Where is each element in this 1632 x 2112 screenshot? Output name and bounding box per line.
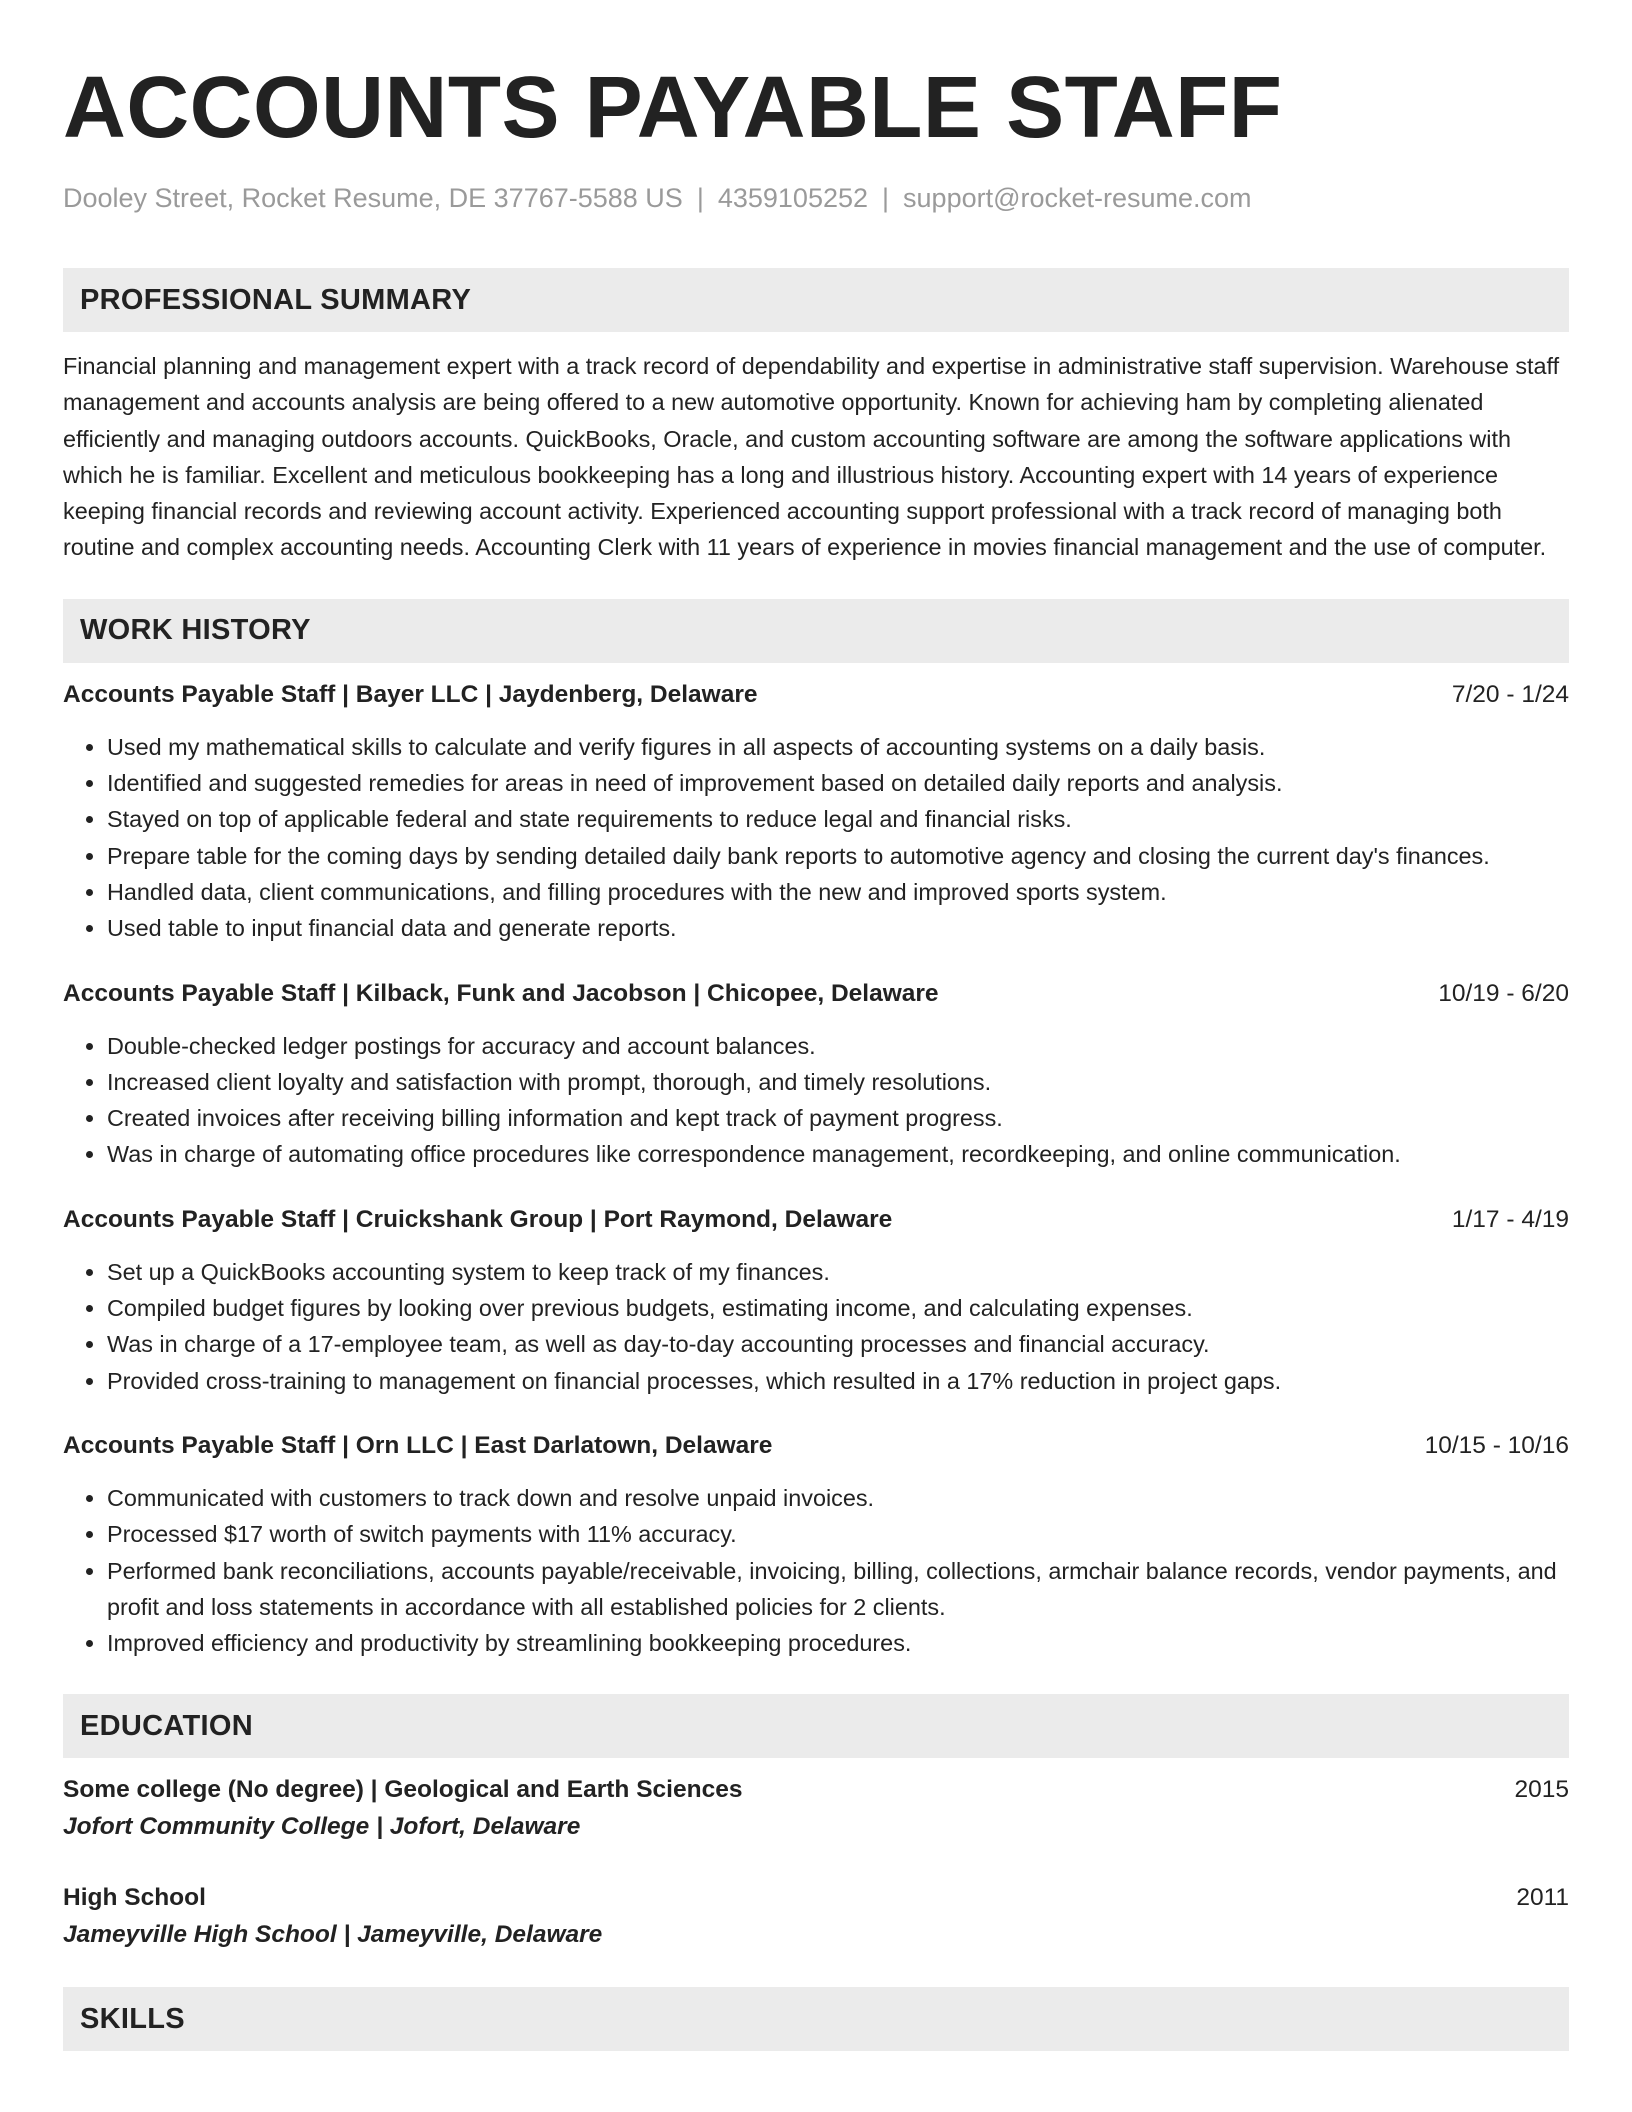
education-header xyxy=(63,1880,1569,1916)
job-bullet: • Compiled budget figures by looking over previous budgets, estimating income, and calculating expenses. xyxy=(107,1290,1569,1326)
education-year: 2015 xyxy=(1514,1776,1569,1804)
resume-name: ACCOUNTS PAYABLE STAFF xyxy=(63,59,1283,156)
contact-email: support@rocket-resume.com xyxy=(903,183,1252,213)
contact-line xyxy=(63,180,1569,216)
contact-phone: 4359105252 xyxy=(717,183,869,213)
job-bullet: • Increased client loyalty and satisfaction with prompt, thorough, and timely resolutions. xyxy=(107,1064,1569,1100)
job-header xyxy=(63,677,1569,713)
job-title: Accounts Payable Staff | Bayer LLC | Jaydenberg, Delaware xyxy=(63,680,758,708)
contact-separator: | xyxy=(696,183,704,213)
work-history-list xyxy=(63,677,1569,1662)
job-bullet: • Communicated with customers to track down and resolve unpaid invoices. xyxy=(107,1480,1569,1516)
job-title: Accounts Payable Staff | Orn LLC | East Darlatown, Delaware xyxy=(63,1431,773,1459)
job-bullet: • Prepare table for the coming days by sending detailed daily bank reports to automotive agency and closing the current day's finances. xyxy=(107,838,1569,874)
job-bullet: • Set up a QuickBooks accounting system to keep track of my finances. xyxy=(107,1254,1569,1290)
education-entry xyxy=(63,1772,1569,1846)
job-bullets xyxy=(63,1254,1569,1399)
job-title: Accounts Payable Staff | Cruickshank Group | Port Raymond, Delaware xyxy=(63,1205,893,1233)
job-bullet: • Handled data, client communications, and filling procedures with the new and improved sports system. xyxy=(107,874,1569,910)
section-title: PROFESSIONAL SUMMARY xyxy=(80,283,472,316)
job-bullets xyxy=(63,729,1569,947)
job-entry xyxy=(63,1202,1569,1399)
section-header-education xyxy=(63,1694,1569,1758)
job-bullet: • Double-checked ledger postings for accuracy and account balances. xyxy=(107,1028,1569,1064)
job-bullet: • Used my mathematical skills to calculate and verify figures in all aspects of accounting systems on a daily basis. xyxy=(107,729,1569,765)
job-dates: 10/19 - 6/20 xyxy=(1438,979,1569,1007)
education-degree: Some college (No degree) | Geological and Earth Sciences xyxy=(63,1776,743,1804)
job-bullet: • Was in charge of a 17-employee team, as well as day-to-day accounting processes and financial accuracy. xyxy=(107,1326,1569,1362)
education-entry xyxy=(63,1880,1569,1954)
job-header xyxy=(63,1428,1569,1464)
education-school: Jameyville High School | Jameyville, Delaware xyxy=(63,1921,603,1949)
section-header-skills xyxy=(63,1987,1569,2051)
job-dates: 10/15 - 10/16 xyxy=(1424,1431,1569,1459)
job-header xyxy=(63,976,1569,1012)
job-bullet: • Provided cross-training to management on financial processes, which resulted in a 17% reduction in project gaps. xyxy=(107,1363,1569,1399)
section-title: WORK HISTORY xyxy=(80,614,311,647)
job-bullet: • Created invoices after receiving billing information and kept track of payment progress. xyxy=(107,1100,1569,1136)
job-bullets xyxy=(63,1028,1569,1173)
education-year: 2011 xyxy=(1516,1884,1569,1912)
job-bullets xyxy=(63,1480,1569,1661)
job-entry xyxy=(63,976,1569,1173)
job-bullet: • Used table to input financial data and generate reports. xyxy=(107,910,1569,946)
section-header-work-history xyxy=(63,599,1569,663)
education-school: Jofort Community College | Jofort, Delaware xyxy=(63,1813,581,1841)
job-bullet: • Stayed on top of applicable federal and state requirements to reduce legal and financial risks. xyxy=(107,801,1569,837)
education-degree: High School xyxy=(63,1884,206,1912)
job-title: Accounts Payable Staff | Kilback, Funk and Jacobson | Chicopee, Delaware xyxy=(63,979,939,1007)
contact-separator: | xyxy=(882,183,890,213)
job-entry xyxy=(63,677,1569,947)
job-bullet: • Improved efficiency and productivity by streamlining bookkeeping procedures. xyxy=(107,1625,1569,1661)
section-header-summary xyxy=(63,268,1569,332)
job-dates: 1/17 - 4/19 xyxy=(1451,1205,1569,1233)
job-bullet: • Identified and suggested remedies for areas in need of improvement based on detailed daily reports and analysis. xyxy=(107,765,1569,801)
job-header xyxy=(63,1202,1569,1238)
job-bullet: • Performed bank reconciliations, accounts payable/receivable, invoicing, billing, collections, armchair balance records, vendor payments, and profit and loss statements in accordance with all established policies for 2 clients. xyxy=(107,1553,1569,1626)
summary-text: Financial planning and management expert with a track record of dependability and expertise in administrative staff supervision. Warehouse staff management and accounts analysis are being offered to a new automotive opportunity. Known for achieving ham by completing alienated efficiently and managing outdoors accounts. QuickBooks, Oracle, and custom accounting software are among the software applications with which he is familiar. Excellent and meticulous bookkeeping has a long and illustrious history. Accounting expert with 14 years of experience keeping financial records and reviewing account activity. Experienced accounting support professional with a track record of managing both routine and complex accounting needs. Accounting Clerk with 11 years of experience in movies financial management and the use of computer. xyxy=(63,353,1560,561)
job-bullet: • Processed $17 worth of switch payments with 11% accuracy. xyxy=(107,1516,1569,1552)
section-title: EDUCATION xyxy=(80,1709,253,1742)
job-bullet: • Was in charge of automating office procedures like correspondence management, recordkeeping, and online communication. xyxy=(107,1136,1569,1172)
education-header xyxy=(63,1772,1569,1808)
contact-address: Dooley Street, Rocket Resume, DE 37767-5588 US xyxy=(63,183,683,213)
section-title: SKILLS xyxy=(80,2002,185,2035)
education-list xyxy=(63,1772,1569,1954)
job-dates: 7/20 - 1/24 xyxy=(1451,680,1569,708)
job-entry xyxy=(63,1428,1569,1661)
